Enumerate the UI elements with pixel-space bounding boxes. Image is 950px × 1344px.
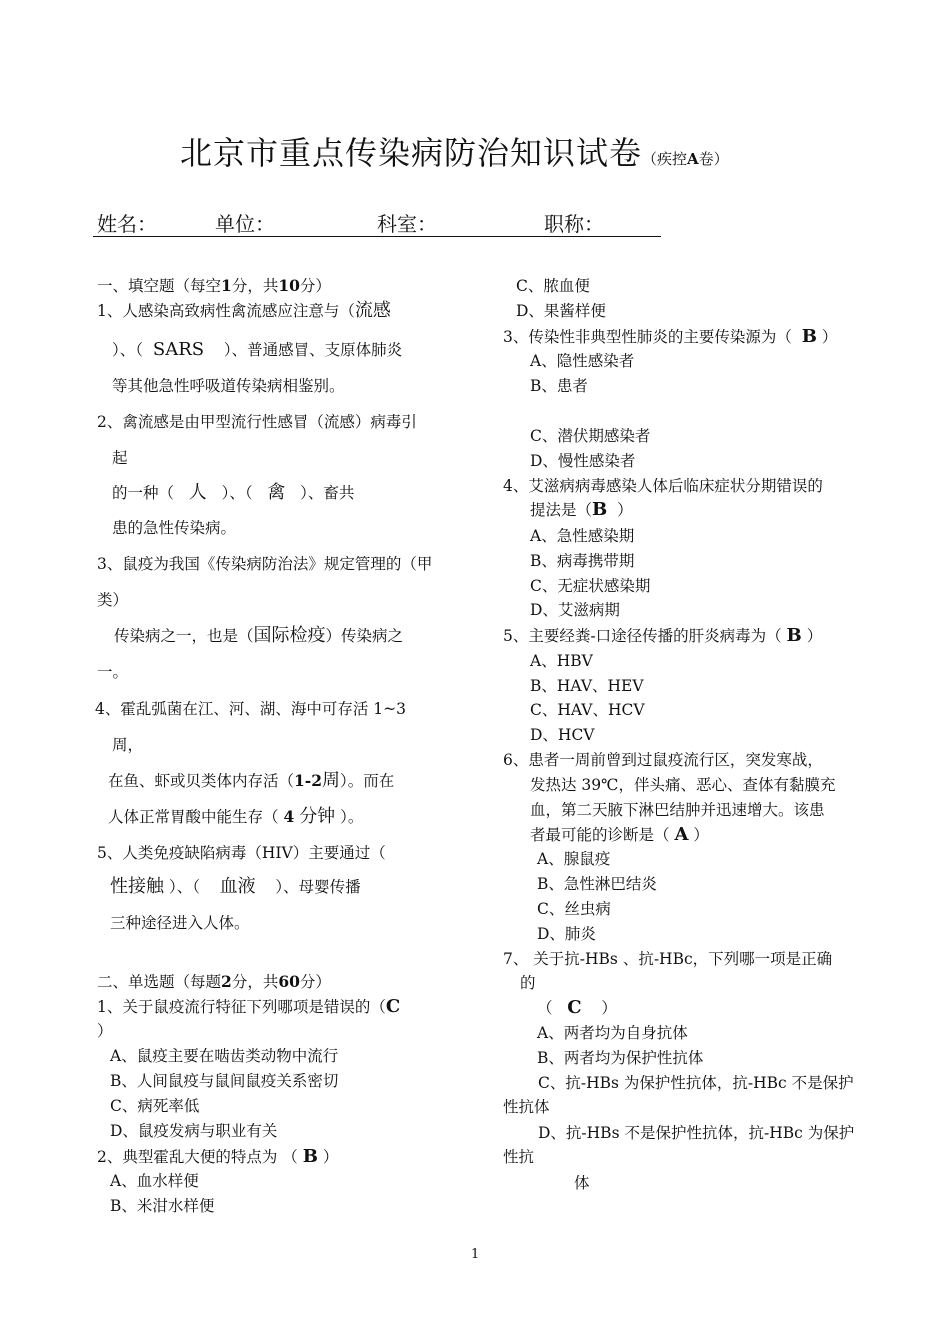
mc-q5-option-d: D、HCV (530, 726, 595, 744)
mc-answer: B (302, 1146, 318, 1167)
fill-q3-line1: 3、鼠疫为我国《传染病防治法》规定管理的（甲 (97, 555, 433, 573)
mc-q2-option-d: D、果酱样便 (516, 302, 606, 320)
fill-q3-line2: 类） (97, 591, 129, 609)
unit-field-label: 单位： (215, 212, 275, 236)
mc-q7-option-b: B、两者均为保护性抗体 (537, 1049, 704, 1067)
fill-q3-line4: 一。 (97, 663, 129, 681)
fill-q2-line1: 2、禽流感是由甲型流行性感冒（流感）病毒引 (97, 413, 417, 431)
fill-q4-line4: 人体正常胃酸中能生存（ 4 分钟 ）。 (108, 806, 364, 827)
page-number: 1 (471, 1247, 480, 1262)
fill-q2-line2: 起 (112, 449, 128, 467)
fill-q5-line2: 性接触 ）、（ 血液 ）、母婴传播 (110, 876, 361, 897)
fill-answer: 4 (283, 807, 295, 826)
mc-q7-answer-line: （ C ） (537, 997, 617, 1018)
mc-q7-option-a: A、两者均为自身抗体 (537, 1024, 688, 1042)
mc-q3-option-b: B、患者 (530, 377, 588, 395)
fill-q1-line3: 等其他急性呼吸道传染病相鉴别。 (112, 377, 345, 395)
fill-answer: 流感 (354, 300, 391, 321)
section-2-heading: 二、单选题（每题2分，共60分） (97, 972, 331, 991)
mc-q7-option-c-cont: 性抗体 (503, 1098, 550, 1116)
fill-q2-line3: 的一种（ 人 ）、（ 禽 ）、畜共 (112, 482, 355, 503)
fill-answer: 禽 (267, 482, 286, 503)
fill-answer: 1-2 (294, 771, 323, 790)
mc-q6-stem-line2: 发热达 39℃，伴头痛、恶心、查体有黏膜充 (530, 776, 836, 794)
mc-answer: B (592, 499, 608, 520)
page-title: 北京市重点传染病防治知识试卷（疾控A卷） (180, 134, 729, 172)
exam-version: （疾控A卷） (642, 150, 729, 168)
mc-q7-option-c: C、抗-HBs 为保护性抗体，抗-HBc 不是保护 (538, 1074, 854, 1092)
mc-q6-option-b: B、急性淋巴结炎 (537, 875, 657, 893)
mc-answer: B (801, 326, 817, 347)
fill-q1-line2: ）、（ SARS ）、普通感冒、支原体肺炎 (112, 339, 403, 360)
mc-q1-stem-close: ） (97, 1022, 113, 1040)
mc-q2-option-a: A、血水样便 (110, 1172, 199, 1190)
info-underline (93, 236, 661, 237)
fill-q4-line2: 周， (112, 736, 144, 754)
fill-q2-line4: 患的急性传染病。 (112, 519, 237, 537)
fill-q1-line1: 1、人感染高致病性禽流感应注意与（流感 (97, 300, 391, 321)
mc-q2-option-c: C、脓血便 (516, 277, 590, 295)
mc-q6-stem-line3: 血，第二天腋下淋巴结肿并迅速增大。该患 (530, 801, 825, 819)
mc-q1-stem: 1、关于鼠疫流行特征下列哪项是错误的（C (97, 996, 401, 1017)
fill-q4-line1: 4、霍乱弧菌在江、河、湖、海中可存活 1~3 (95, 700, 407, 718)
mc-q1-option-c: C、病死率低 (110, 1097, 200, 1115)
fill-answer: SARS (152, 339, 205, 360)
mc-q3-option-d: D、慢性感染者 (530, 452, 636, 470)
mc-q4-option-b: B、病毒携带期 (530, 552, 635, 570)
mc-q3-option-a: A、隐性感染者 (530, 352, 635, 370)
mc-q7-option-d-cont: 性抗 (503, 1148, 535, 1166)
mc-q3-stem: 3、传染性非典型性肺炎的主要传染源为（ B ） (503, 326, 838, 347)
fill-q5-line1: 5、人类免疫缺陷病毒（HIV）主要通过（ (97, 844, 386, 862)
mc-answer: A (674, 824, 689, 845)
mc-q2-option-b: B、米泔水样便 (110, 1197, 215, 1215)
fill-q5-line3: 三种途径进入人体。 (110, 914, 250, 932)
mc-q1-option-d: D、鼠疫发病与职业有关 (110, 1122, 278, 1140)
fill-answer: 血液 (219, 876, 256, 897)
mc-q1-option-b: B、人间鼠疫与鼠间鼠疫关系密切 (110, 1072, 339, 1090)
mc-q3-option-c: C、潜伏期感染者 (530, 427, 651, 445)
title-field-label: 职称： (544, 212, 604, 236)
mc-q5-stem: 5、主要经粪-口途径传播的肝炎病毒为（ B ） (503, 625, 823, 646)
mc-q4-option-d: D、艾滋病期 (530, 601, 620, 619)
mc-q5-option-a: A、HBV (530, 652, 593, 670)
mc-q6-stem-line4: 者最可能的诊断是（ A ） (530, 824, 709, 845)
mc-q4-option-a: A、急性感染期 (530, 527, 635, 545)
fill-q3-line3: 传染病之一，也是（国际检疫）传染病之 (114, 625, 404, 646)
mc-q6-option-d: D、肺炎 (537, 925, 596, 943)
mc-q7-option-d: D、抗-HBs 不是保护性抗体，抗-HBc 为保护 (538, 1124, 855, 1142)
fill-q4-line3: 在鱼、虾或贝类体内存活（1-2周）。而在 (108, 770, 395, 791)
fill-answer: 性接触 (110, 876, 164, 897)
mc-answer: B (786, 625, 802, 646)
mc-q4-stem-line2: 提法是（B ） (530, 499, 633, 520)
mc-q7-option-d-cont2: 体 (574, 1174, 590, 1192)
mc-q4-stem: 4、艾滋病病毒感染人体后临床症状分期错误的 (503, 477, 823, 495)
mc-q6-stem-line1: 6、患者一周前曾到过鼠疫流行区，突发寒战， (503, 751, 823, 769)
mc-q5-option-b: B、HAV、HEV (530, 677, 644, 695)
mc-q5-option-c: C、HAV、HCV (530, 701, 645, 719)
mc-answer: C (385, 996, 401, 1017)
fill-answer: 国际检疫 (253, 625, 326, 646)
dept-field-label: 科室： (377, 212, 437, 236)
mc-q7-stem-line1: 7、 关于抗-HBs 、抗-HBc，下列哪一项是正确 (503, 950, 833, 968)
mc-answer: C (567, 997, 582, 1018)
mc-q7-stem-line2: 的 (520, 974, 536, 992)
mc-q1-option-a: A、鼠疫主要在啮齿类动物中流行 (110, 1047, 339, 1065)
fill-answer: 人 (188, 482, 207, 503)
mc-q2-stem: 2、典型霍乱大便的特点为 （ B ） (97, 1146, 339, 1167)
mc-q6-option-a: A、腺鼠疫 (537, 850, 611, 868)
section-1-heading: 一、填空题（每空1分，共10分） (97, 276, 331, 295)
mc-q4-option-c: C、无症状感染期 (530, 577, 651, 595)
mc-q6-option-c: C、丝虫病 (537, 900, 611, 918)
name-field-label: 姓名： (97, 212, 157, 236)
